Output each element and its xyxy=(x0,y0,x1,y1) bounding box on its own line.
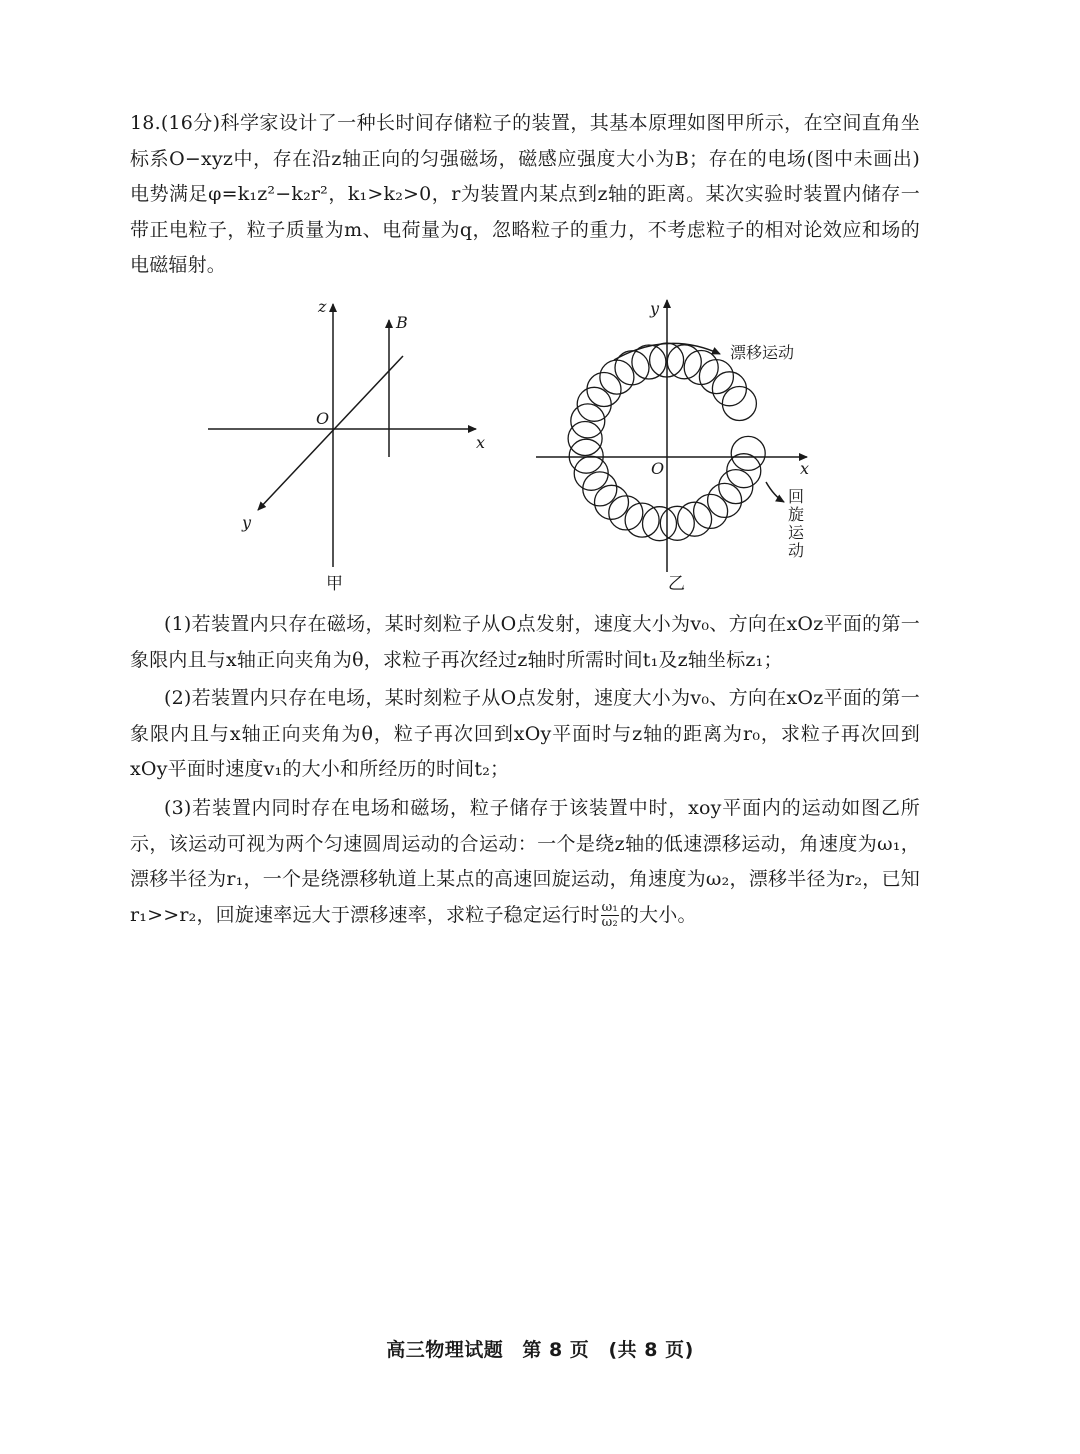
gyration-loop xyxy=(731,436,765,470)
footer-total: (共 8 页) xyxy=(608,1339,694,1361)
gyration-loop xyxy=(587,373,621,407)
jia-origin-label: O xyxy=(316,409,330,428)
jia-y-label: y xyxy=(242,513,252,532)
gyration-loop xyxy=(643,507,677,541)
gyration-loop xyxy=(600,360,634,394)
gyration-loop xyxy=(583,472,617,506)
figure-yi xyxy=(530,292,830,602)
jia-z-label: z xyxy=(318,297,327,316)
page-footer xyxy=(0,1335,1080,1362)
drift-label: 漂移运动 xyxy=(730,343,795,362)
omega-ratio-den: ω₂ xyxy=(601,915,618,930)
footer-page: 第 8 页 xyxy=(522,1339,590,1361)
part-3-end: 的大小。 xyxy=(619,903,697,926)
part-2-text: (2)若装置内只存在电场，某时刻粒子从O点发射，速度大小为v₀、方向在xOz平面的第一象限内且与x轴正向夹角为θ，粒子再次回到xOy平面时与z轴的距离为r₀，求粒子再次回到xOy平面时速度v₁的大小和所经历的时间t₂； xyxy=(130,687,920,780)
gyro-label-1: 回 xyxy=(788,487,805,506)
footer-title: 高三物理试题 xyxy=(386,1339,504,1361)
gyration-loop xyxy=(722,387,756,421)
y-axis xyxy=(258,356,403,510)
gyration-loop xyxy=(712,372,746,406)
gyration-loop xyxy=(574,456,608,490)
gyration-loop xyxy=(568,422,602,456)
omega-ratio xyxy=(601,901,619,930)
yi-caption: 乙 xyxy=(668,574,685,594)
yi-origin-label: O xyxy=(651,459,665,478)
question-intro: 18.(16分)科学家设计了一种长时间存储粒子的装置，其基本原理如图甲所示，在空间直角坐标系O−xyz中，存在沿z轴正向的匀强磁场，磁感应强度大小为B；存在的电场(图中未画出)电势满足φ=k₁z²−k₂r²，k₁>k₂>0，r为装置内某点到z轴的距离。某次实验时装置内储存一带正电粒子，粒子质量为m、电荷量为q，忽略粒子的重力，不考虑粒子的相对论效应和场的电磁辐射。 xyxy=(130,112,920,276)
omega-ratio-num: ω₁ xyxy=(601,900,618,915)
gyro-label-4: 动 xyxy=(788,541,805,560)
gyro-arrow xyxy=(766,482,784,502)
jia-x-label: x xyxy=(476,433,486,452)
gyration-loop xyxy=(569,439,603,473)
question-part-3 xyxy=(130,791,920,933)
yi-y-label: y xyxy=(650,299,660,318)
jia-b-label: B xyxy=(396,313,408,332)
question-part-1 xyxy=(130,607,920,678)
gyration-loop xyxy=(699,360,733,394)
figure-jia xyxy=(200,292,500,602)
gyration-loop xyxy=(595,485,629,519)
gyro-label-3: 运 xyxy=(788,523,805,542)
question-part-2 xyxy=(130,681,920,788)
part-3-text: (3)若装置内同时存在电场和磁场，粒子储存于该装置中时，xoy平面内的运动如图乙所示，该运动可视为两个匀速圆周运动的合运动：一个是绕z轴的低速漂移运动，角速度为ω₁，漂移半径为r₁，一个是绕漂移轨道上某点的高速回旋运动，角速度为ω₂，漂移半径为r₂，已知r₁>>r₂，回旋速率远大于漂移速率，求粒子稳定运行时 xyxy=(130,797,920,926)
part-1-text: (1)若装置内只存在磁场，某时刻粒子从O点发射，速度大小为v₀、方向在xOz平面的第一象限内且与x轴正向夹角为θ，求粒子再次经过z轴时所需时间t₁及z轴坐标z₁； xyxy=(130,613,920,671)
gyration-loop xyxy=(684,351,718,385)
gyration-loop xyxy=(708,483,742,517)
yi-x-label: x xyxy=(800,459,810,478)
jia-caption: 甲 xyxy=(326,574,343,594)
gyro-label-2: 旋 xyxy=(788,505,805,524)
gyration-loop xyxy=(667,345,701,379)
